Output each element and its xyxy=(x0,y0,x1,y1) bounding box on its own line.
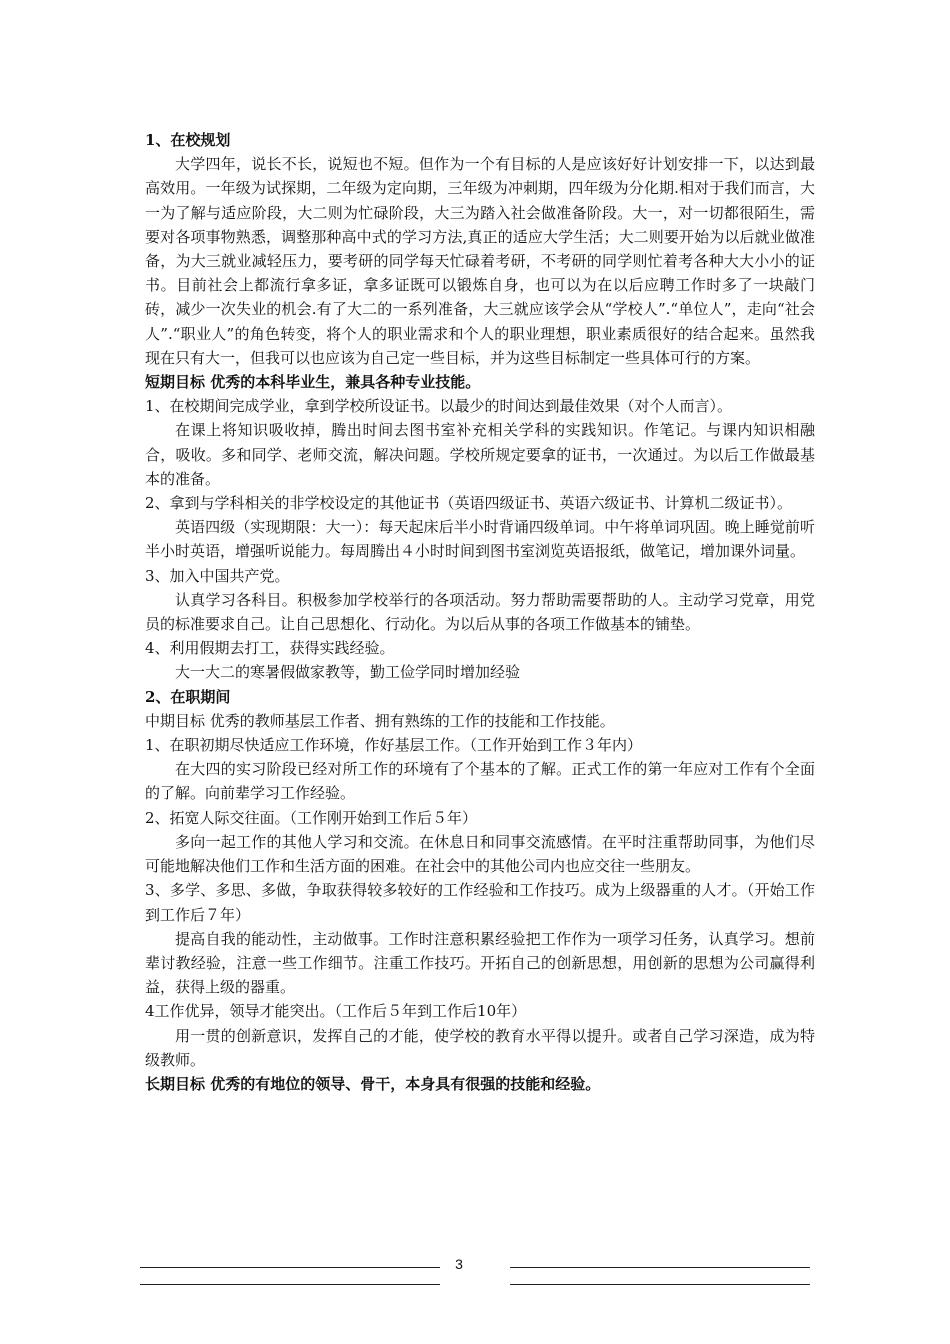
footer-rule-left-bottom xyxy=(140,1284,440,1285)
body-paragraph: 英语四级（实现期限：大一）：每天起床后半小时背诵四级单词。中午将单词巩固。晚上睡觉前听半小时英语，增强听说能力。每周腾出４小时时间到图书室浏览英语报纸，做笔记，增加课外词量。 xyxy=(145,518,815,561)
body-paragraph: 2、拿到与学科相关的非学校设定的其他证书（英语四级证书、英语六级证书、计算机二级证书）。 xyxy=(145,494,793,513)
page-footer xyxy=(0,1256,950,1296)
body-paragraph: 在大四的实习阶段已经对所工作的环境有了个基本的了解。正式工作的第一年应对工作有个全面的了解。向前辈学习工作经验。 xyxy=(145,760,815,803)
section-heading: 短期目标 优秀的本科毕业生，兼具各种专业技能。 xyxy=(145,373,481,392)
body-paragraph: 1、在职初期尽快适应工作环境，作好基层工作。（工作开始到工作３年内） xyxy=(145,736,643,755)
section-heading: 2、在职期间 xyxy=(145,687,231,706)
body-paragraph: 2、拓宽人际交往面。（工作刚开始到工作后５年） xyxy=(145,808,478,827)
body-paragraph: 大一大二的寒暑假做家教等，勤工俭学同时增加经验 xyxy=(175,663,521,682)
body-paragraph: 在课上将知识吸收掉，腾出时间去图书室补充相关学科的实践知识。作笔记。与课内知识相融合，吸收。多和同学、老师交流，解决问题。学校所规定要拿的证书，一次通过。为以后工作做最基本的准备。 xyxy=(145,421,815,488)
body-paragraph: 4、利用假期去打工，获得实践经验。 xyxy=(145,639,395,658)
section-heading: 1、在校规划 xyxy=(145,131,231,149)
body-paragraph: 1、在校期间完成学业，拿到学校所设证书。以最少的时间达到最佳效果（对个人而言）。 xyxy=(145,397,733,416)
footer-rule-right-bottom xyxy=(510,1284,810,1285)
body-paragraph: 提高自我的能动性，主动做事。工作时注意积累经验把工作作为一项学习任务，认真学习。想前辈讨教经验，注意一些工作细节。注重工作技巧。开拓自己的创新思想，用创新的思想为公司赢得利益，获得上级的器重。 xyxy=(145,929,815,997)
body-paragraph: 多向一起工作的其他人学习和交流。在休息日和同事交流感情。在平时注重帮助同事，为他们尽可能地解决他们工作和生活方面的困难。在社会中的其他公司内也应交往一些朋友。 xyxy=(145,832,815,876)
section-heading: 长期目标 优秀的有地位的领导、骨干，本身具有很强的技能和经验。 xyxy=(145,1074,601,1093)
body-paragraph: 用一贯的创新意识，发挥自己的才能，使学校的教育水平得以提升。或者自己学习深造，成为特级教师。 xyxy=(145,1026,815,1069)
body-paragraph: 3、加入中国共产党。 xyxy=(145,566,290,585)
footer-rule-right-top xyxy=(510,1267,810,1268)
body-paragraph: 4工作优异，领导才能突出。（工作后５年到工作后10年） xyxy=(145,1002,527,1021)
body-paragraph: 认真学习各科目。积极参加学校举行的各项活动。努力帮助需要帮助的人。主动学习党章，用党员的标准要求自己。让自己思想化、行动化。为以后从事的各项工作做基本的铺垫。 xyxy=(145,590,815,634)
body-paragraph: 大学四年，说长不长，说短也不短。但作为一个有目标的人是应该好好计划安排一下，以达到最高效用。一年级为试探期，二年级为定向期，三年级为冲刺期，四年级为分化期.相对于我们而言，大一为了解与适应阶段，大二则为忙碌阶段，大三为踏入社会做准备阶段。大一，对一切都很陌生，需要对各项事物熟悉，调整那种高中式的学习方法,真正的适应大学生活；大二则要开始为以后就业做准备，为大三就业减轻压力，要考研的同学每天忙碌着考研，不考研的同学则忙着考各种大大小小的证书。目前社会上都流行拿多证，拿多证既可以锻炼自身，也可以为在以后应聘工作时多了一块敲门砖，减少一次失业的机会.有了大二的一系列准备，大三就应该学会从“学校人”.“单位人”，走向“社会人”.“职业人”的角色转变，将个人的职业需求和个人的职业理想，职业素质很好的结合起来。虽然我现在只有大一，但我可以也应该为自己定一些目标，并为这些目标制定一些具体可行的方案。 xyxy=(145,155,815,367)
page-number: 3 xyxy=(455,1256,463,1272)
body-paragraph: 3、多学、多思、多做，争取获得较多较好的工作经验和工作技巧。成为上级器重的人才。（开始工作到工作后７年） xyxy=(145,881,815,924)
body-paragraph: 中期目标 优秀的教师基层工作者、拥有熟练的工作的技能和工作技能。 xyxy=(145,711,615,730)
footer-rule-left-top xyxy=(140,1267,440,1268)
document-body xyxy=(145,128,815,1096)
